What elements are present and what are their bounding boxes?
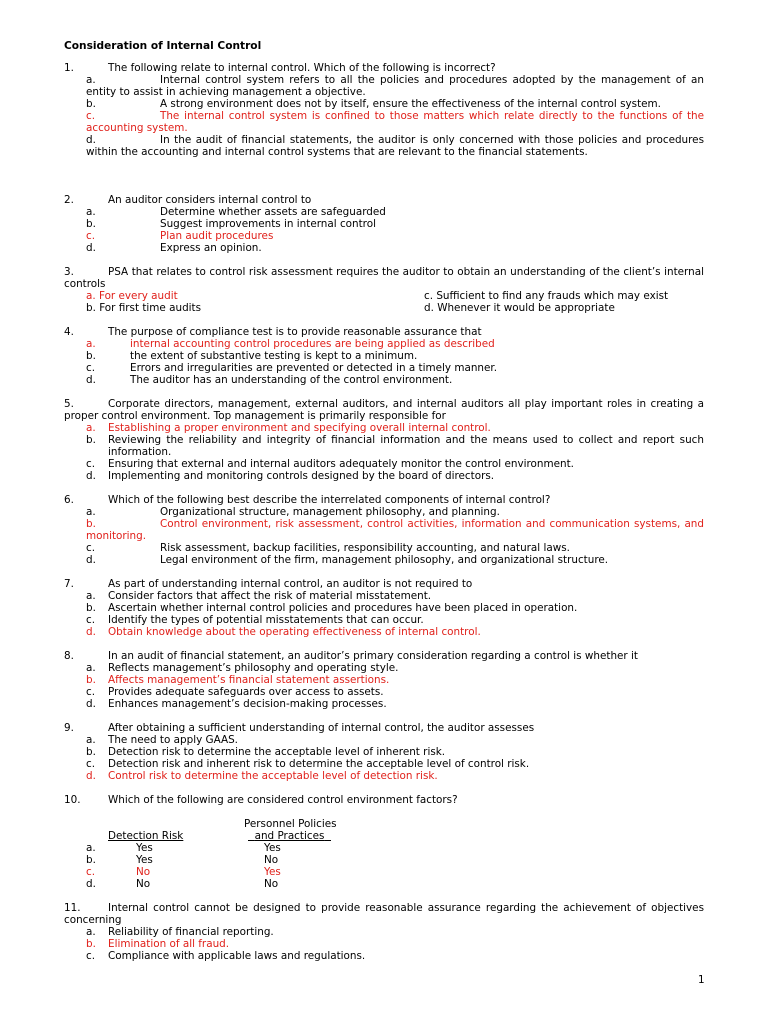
question-text: Which of the following are considered control environment factors? [108,794,458,806]
option-letter: a. [86,74,96,86]
option-b [86,518,704,542]
option-text: Suggest improvements in internal control [160,218,376,230]
option-text: Implementing and monitoring controls designed by the board of directors. [108,470,495,482]
option-letter: c. [86,362,96,374]
option-a [86,506,704,518]
question-text: In an audit of financial statement, an auditor’s primary consideration regarding a control is whether it [108,650,638,662]
option-d [86,134,704,158]
option-c [86,458,704,470]
option-letter: c. [86,950,96,962]
option-text: The need to apply GAAS. [108,734,238,746]
option-text: Establishing a proper environment and specifying overall internal control. [108,422,491,434]
option-text: Provides adequate safeguards over access to assets. [108,686,384,698]
option-d [86,770,704,782]
option-letter: d. [86,242,96,254]
option-text: Enhances management’s decision-making processes. [108,698,387,710]
question-text: An auditor considers internal control to [108,194,312,206]
question-number: 9. [64,722,74,734]
option-b [86,602,704,614]
option-a [86,74,704,98]
option-text: The auditor has an understanding of the control environment. [130,374,453,386]
question-4 [64,326,704,386]
question-2 [64,194,704,254]
option-letter: c. [86,230,96,242]
option-letter: c. [86,458,96,470]
option-a [86,590,704,602]
question-11 [64,902,704,962]
option-letter: b. [86,518,96,530]
option-letter: a. [86,338,96,350]
option-a [86,662,704,674]
option-list [64,590,704,638]
row-letter: b. [86,854,96,866]
question-number: 7. [64,578,74,590]
option-text: the extent of substantive testing is kept to a minimum. [130,350,418,362]
table-row [64,878,464,890]
table-row [64,866,464,878]
option-list [64,926,704,962]
option-d [86,698,704,710]
option-a [86,206,704,218]
question-text: Which of the following best describe the interrelated components of internal control? [108,494,551,506]
cell-detection-risk: Yes [136,842,153,854]
option-c: c. Sufficient to find any frauds which may exist [424,290,669,302]
document-title: Consideration of Internal Control [64,40,262,52]
question-text: As part of understanding internal control, an auditor is not required to [108,578,473,590]
question-5 [64,398,704,482]
question-text: Internal control cannot be designed to provide reasonable assurance regarding the achievement of objectives concerning [64,902,704,926]
option-text: Ascertain whether internal control policies and procedures have been placed in operation. [108,602,578,614]
question-number: 8. [64,650,74,662]
option-text: internal accounting control procedures are being applied as described [130,338,495,350]
question-number: 3. [64,266,74,278]
option-b [86,674,704,686]
option-text: Reviewing the reliability and integrity of financial information and the means used to collect and report such information. [108,434,704,458]
option-text: In the audit of financial statements, the auditor is only concerned with those policies and procedures within the accounting and internal control systems that are relevant to the financial statements. [86,134,704,158]
option-list [64,422,704,482]
option-list [64,662,704,710]
option-c [86,230,704,242]
option-letter: a. [86,734,96,746]
option-list [64,206,704,254]
question-number: 5. [64,398,74,410]
option-b [86,350,704,362]
row-letter: a. [86,842,96,854]
question-8 [64,650,704,710]
option-row [86,290,704,302]
option-text: Reliability of financial reporting. [108,926,274,938]
option-d [86,470,704,482]
table-row [64,842,464,854]
option-text: Elimination of all fraud. [108,938,230,950]
option-letter: b. [86,350,96,362]
option-d [86,374,704,386]
question-text: After obtaining a sufficient understanding of internal control, the auditor assesses [108,722,535,734]
option-a [86,422,704,434]
question-10 [64,794,704,902]
option-letter: d. [86,134,96,146]
answer-table [64,806,704,902]
option-text: Determine whether assets are safeguarded [160,206,386,218]
question-number: 1. [64,62,74,74]
option-letter: d. [86,470,96,482]
option-letter: a. [86,506,96,518]
option-b: b. For first time audits [86,302,202,314]
option-c [86,362,704,374]
option-list [64,74,704,158]
option-b [86,938,704,950]
option-text: A strong environment does not by itself, ensure the effectiveness of the internal control system. [160,98,661,110]
option-a [86,926,704,938]
option-letter: c. [86,110,96,122]
option-letter: c. [86,758,96,770]
column-header-2-line-1: Personnel Policies [244,818,337,830]
option-text: Reflects management’s philosophy and operating style. [108,662,399,674]
table-row [64,854,464,866]
option-c [86,686,704,698]
option-letter: b. [86,434,96,446]
option-a [86,338,704,350]
option-text: Ensuring that external and internal auditors adequately monitor the control environment. [108,458,574,470]
option-letter: b. [86,602,96,614]
option-d [86,626,704,638]
question-number: 11. [64,902,81,914]
table-body [64,842,464,890]
option-letter: a. [86,590,96,602]
option-c [86,758,704,770]
column-header-2-line-2: and Practices [254,830,325,842]
option-text: Identify the types of potential misstatements that can occur. [108,614,424,626]
option-letter: d. [86,626,96,638]
option-letter: c. [86,542,96,554]
cell-personnel-policies: No [264,854,279,866]
option-text: Risk assessment, backup facilities, responsibility accounting, and natural laws. [160,542,570,554]
option-text: Control environment, risk assessment, control activities, information and communication systems, and monitoring. [86,518,704,542]
question-number: 4. [64,326,74,338]
option-c [86,110,704,134]
question-text: The purpose of compliance test is to provide reasonable assurance that [108,326,482,338]
option-d: d. Whenever it would be appropriate [424,302,615,314]
option-letter: c. [86,686,96,698]
option-text: Plan audit procedures [160,230,274,242]
option-letter: a. [86,422,96,434]
column-header-1: Detection Risk [108,830,184,842]
option-letter: b. [86,938,96,950]
option-text: Organizational structure, management philosophy, and planning. [160,506,500,518]
option-text: Affects management’s financial statement assertions. [108,674,390,686]
option-text: Detection risk and inherent risk to determine the acceptable level of control risk. [108,758,530,770]
option-letter: b. [86,746,96,758]
question-1 [64,62,704,158]
option-d [86,242,704,254]
option-letter: a. [86,926,96,938]
option-d [86,554,704,566]
question-6 [64,494,704,566]
cell-personnel-policies: Yes [264,866,281,878]
option-text: Express an opinion. [160,242,262,254]
option-letter: b. [86,674,96,686]
option-text: Detection risk to determine the acceptable level of inherent risk. [108,746,446,758]
option-letter: d. [86,554,96,566]
option-letter: d. [86,770,96,782]
question-text: Corporate directors, management, external auditors, and internal auditors all play important roles in creating a proper control environment. Top management is primarily responsible for [64,398,704,422]
option-b [86,746,704,758]
option-b [86,434,704,458]
question-9 [64,722,704,782]
question-3 [64,266,704,314]
option-text: Obtain knowledge about the operating effectiveness of internal control. [108,626,481,638]
cell-detection-risk: Yes [136,854,153,866]
option-b [86,98,704,110]
option-b [86,218,704,230]
option-text: The internal control system is confined to those matters which relate directly to the functions of the accounting system. [86,110,704,134]
option-text: Consider factors that affect the risk of material misstatement. [108,590,432,602]
row-letter: d. [86,878,96,890]
row-letter: c. [86,866,96,878]
page-number: 1 [698,974,705,986]
option-letter: b. [86,98,96,110]
cell-personnel-policies: Yes [264,842,281,854]
option-letter: b. [86,218,96,230]
option-text: Control risk to determine the acceptable level of detection risk. [108,770,438,782]
question-text: The following relate to internal control. Which of the following is incorrect? [108,62,496,74]
cell-personnel-policies: No [264,878,279,890]
option-c [86,614,704,626]
cell-detection-risk: No [136,878,151,890]
option-text: Internal control system refers to all the policies and procedures adopted by the management of an entity to assist in achieving management a objective. [86,74,704,98]
option-row [86,302,704,314]
option-letter: c. [86,614,96,626]
option-text: Legal environment of the firm, management philosophy, and organizational structure. [160,554,609,566]
option-a: a. For every audit [86,290,178,302]
option-list [64,506,704,566]
question-number: 10. [64,794,81,806]
option-letter: a. [86,662,96,674]
option-c [86,950,704,962]
option-text: Compliance with applicable laws and regulations. [108,950,366,962]
option-letter: a. [86,206,96,218]
option-list [64,734,704,782]
question-number: 2. [64,194,74,206]
option-list [64,338,704,386]
question-7 [64,578,704,638]
question-number: 6. [64,494,74,506]
option-text: Errors and irregularities are prevented or detected in a timely manner. [130,362,497,374]
cell-detection-risk: No [136,866,151,878]
option-letter: d. [86,374,96,386]
option-letter: d. [86,698,96,710]
option-c [86,542,704,554]
question-text: PSA that relates to control risk assessment requires the auditor to obtain an understanding of the client’s internal controls [64,266,704,290]
option-a [86,734,704,746]
